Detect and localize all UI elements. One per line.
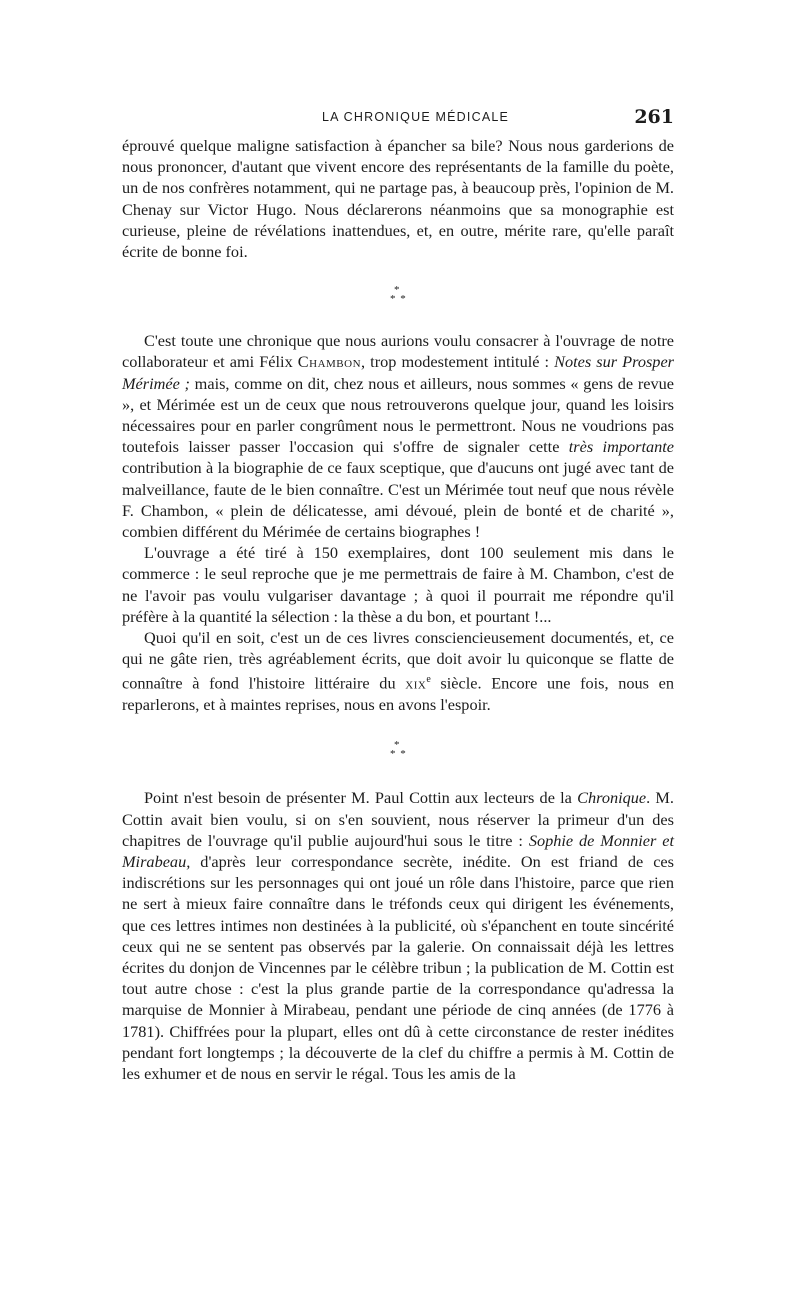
paragraph-2-text-c: mais, comme on dit, chez nous et ailleurs, nous sommes « gens de revue », et Mérimée est un de ceux que nous retrouverons quelque jour, quand les loisirs nécessaires pour en parler congrûment nous le permettront. Nous ne voudrions pas toutefois laisser passer l'occasion qui s'offre de signaler cette <box>122 373 674 457</box>
paragraph-5 <box>122 787 674 1084</box>
paragraph-5-text-a: Point n'est besoin de présenter M. Paul Cottin aux lecteurs de la <box>144 788 578 808</box>
journal-title: Chronique <box>577 788 647 808</box>
paragraph-5-text-b: . M. Cottin avait bien voulu, si on s'en souvient, nous réserver la primeur d'un des chapitres de l'ouvrage qu'il publie aujourd'hui sous le titre : <box>122 788 674 850</box>
book-title-mirabeau: Sophie de Monnier et Mirabeau, <box>122 830 675 871</box>
paragraph-3 <box>122 542 674 627</box>
emphasis-tres-importante: très importante <box>568 437 674 457</box>
page-body <box>122 135 674 1084</box>
page-number: 261 <box>634 106 674 128</box>
paragraph-4-text-b: siècle. Encore une fois, nous en reparlerons, et à maintes reprises, nous en avons l'espoir. <box>122 673 675 715</box>
century-numeral: xix <box>405 673 427 693</box>
paragraph-4 <box>122 627 674 715</box>
paragraph-2-text-d: contribution à la biographie de ce faux sceptique, que d'aucuns ont jugé avec tant de malveillance, faute de le bien connaître. C'est un Mérimée tout neuf que nous révèle F. Chambon, « plein de délicatesse, ami dévoué, plein de bonté et de charité », combien différent du Mérimée de certains biographes ! <box>122 458 674 542</box>
author-name: Chambon <box>297 352 362 372</box>
paragraph-3-text: L'ouvrage a été tiré à 150 exemplaires, dont 100 seulement mis dans le commerce : le seul reproche que je me permettrais de faire à M. Chambon, c'est de ne l'avoir pas voulu vulgariser davantage ; à quoi il pourrait me répondre qu'il préfère à la quantité la sélection : la thèse a du bon, et pourtant !... <box>122 543 674 626</box>
paragraph-1 <box>122 135 674 262</box>
paragraph-1-text: éprouvé quelque maligne satisfaction à épancher sa bile? Nous nous garderions de nous prononcer, d'autant que vivent encore des représentants de la famille du poète, un de nos confrères notamment, qui ne partage pas, à beaucoup près, l'opinion de M. Chenay sur Victor Hugo. Nous déclarerons néanmoins que sa monographie est curieuse, pleine de révélations inattendues, et, en outre, mérite rare, qu'elle paraît écrite de bonne foi. <box>122 136 674 262</box>
paragraph-2 <box>122 330 674 542</box>
running-title: LA CHRONIQUE MÉDICALE <box>322 110 510 124</box>
century-superscript: e <box>426 674 431 686</box>
asterism-bottom-stars: * * <box>390 748 407 761</box>
asterism-top-star: * <box>394 284 400 297</box>
paragraph-2-text-a: C'est toute une chronique que nous aurions voulu consacrer à l'ouvrage de notre collaborateur et ami Félix <box>122 331 674 372</box>
paragraph-2-text-b: , trop modestement intitulé : <box>361 352 555 372</box>
book-title-merimee: Notes sur Prosper Mérimée ; <box>122 352 675 393</box>
asterism-bottom-stars: * * <box>390 293 407 306</box>
paragraph-4-text-a: Quoi qu'il en soit, c'est un de ces livres consciencieusement documentés, et, ce qui ne gâte rien, très agréablement écrits, que doit avoir lu quiconque se flatte de connaître à fond l'histoire littéraire du <box>122 628 674 693</box>
asterism-top-star: * <box>394 739 400 752</box>
paragraph-5-text-c: d'après leur correspondance secrète, inédite. On est friand de ces indiscrétions sur les personnages qui ont joué un rôle dans l'histoire, parce que rien ne sert à mieux faire connaître dans le tréfonds ceux qui dirigent les événements, que ces lettres intimes non destinées à la publicité, où s'épanchent en toute sincérité ceux qui ne se sentent pas observés par la galerie. On connaissait déjà les lettres écrites du donjon de Vincennes par le célèbre tribun ; la publication de M. Cottin est tout autre chose : c'est la plus grande partie de la correspondance qu'adressa la marquise de Monnier à Mirabeau, pendant une période de cinq années (de 1776 à 1781). Chiffrées pour la plupart, elles ont dû à cette circonstance de rester inédites pendant fort longtemps ; la découverte de la clef du chiffre a permis à M. Cottin de les exhumer et de nous en servir le régal. Tous les amis de la <box>122 851 674 1083</box>
section-separator-2 <box>122 715 674 787</box>
page-header <box>122 106 674 130</box>
section-separator-1 <box>122 262 674 330</box>
